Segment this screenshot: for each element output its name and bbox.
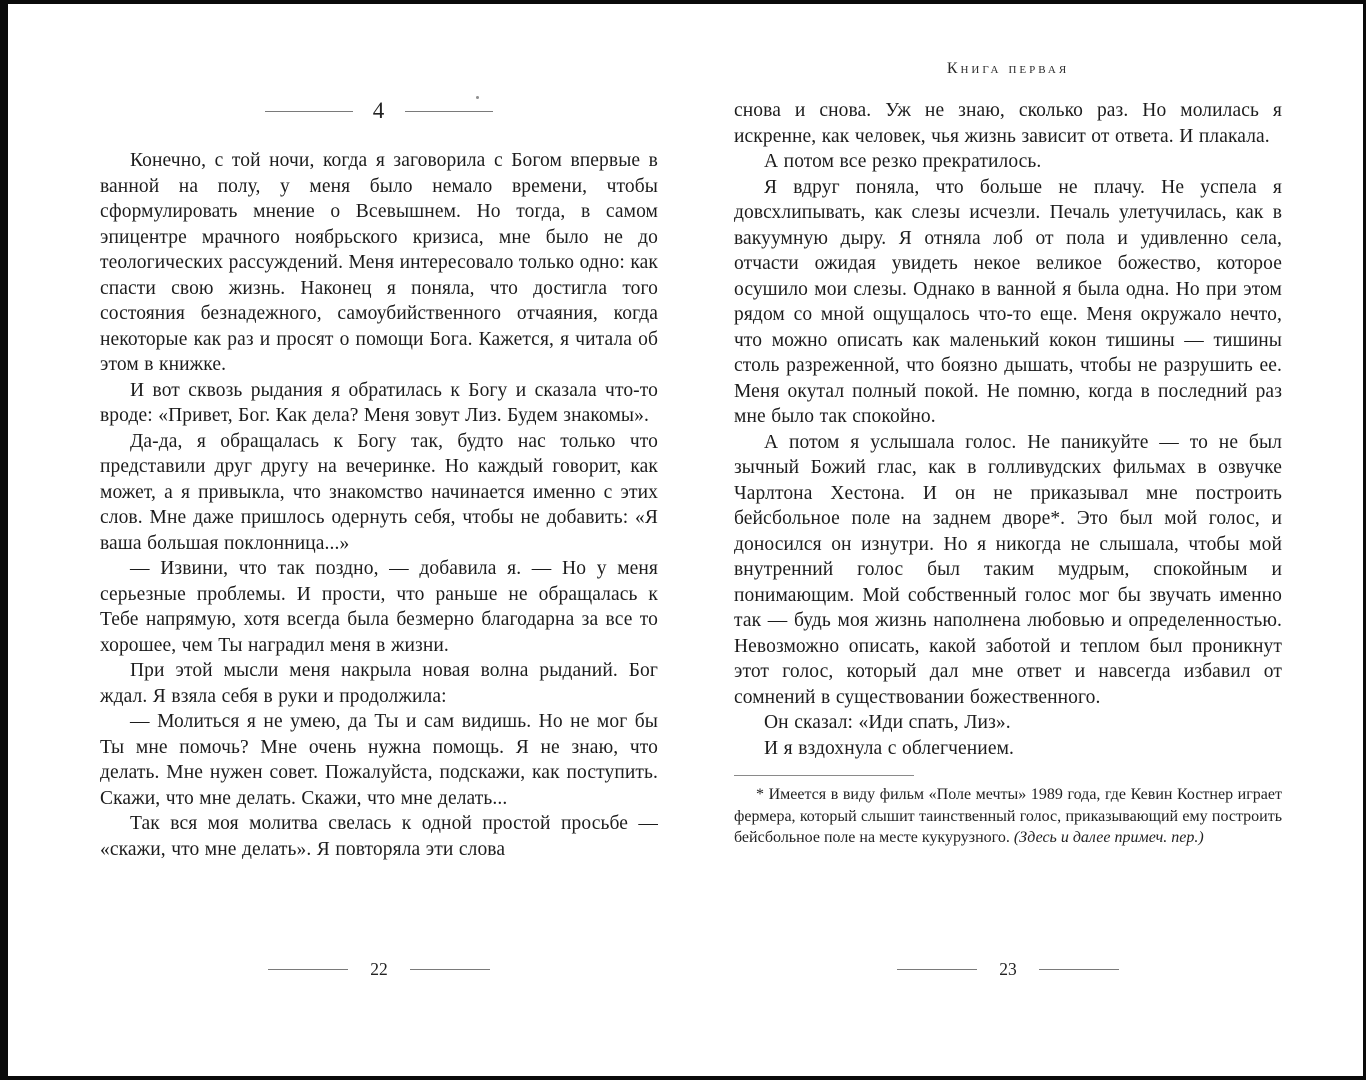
paragraph: А потом все резко прекратилось. <box>764 151 1042 172</box>
paragraph: Так вся моя молитва свелась к одной простой просьбе — «скажи, что мне делать». Я повторяла эти слова <box>100 813 658 860</box>
book-spread <box>8 4 1363 1076</box>
paragraph-continuation: снова и снова. Уж не знаю, сколько раз. Но молилась я искренне, как человек, чья жизнь зависит от ответа. И плакала. <box>734 100 1282 147</box>
paragraph-dialogue: — Молиться я не умею, да Ты и сам видишь. Но не мог бы Ты мне помочь? Мне очень нужна помощь. Я не знаю, что делать. Мне нужен совет. Пожалуйста, подскажи, как поступить. Скажи, что мне делать. Скажи, что мне делать... <box>100 711 658 809</box>
left-page-body <box>100 148 658 862</box>
footnote-text: * Имеется в виду фильм «Поле мечты» 1989 года, где Кевин Костнер играет фермера, который слышит таинственный голос, приказывающий ему построить бейсбольное поле на месте кукурузного. <box>734 786 1282 846</box>
paragraph: Я вдруг поняла, что больше не плачу. Не успела я довсхлипывать, как слезы исчезли. Печаль улетучилась, как в вакуумную дыру. Я отняла лоб от пола и удивленно села, отчасти ожидая увидеть некое великое божество, которое осушило мои слезы. Однако в ванной я была одна. Но при этом рядом со мной ощущалось что-то еще. Меня окружало нечто, что можно описать как маленький кокон тишины — тишины столь разреженной, что боязно дышать, чтобы не разрушить ее. Меня окутал полный покой. Не помню, когда в последний раз мне было так спокойно. <box>734 176 1282 427</box>
right-page <box>734 4 1282 1076</box>
paragraph: А потом я услышала голос. Не паникуйте — то не был зычный Божий глас, как в голливудских фильмах в озвучке Чарлтона Хестона. И он не приказывал мне построить бейсбольное поле на заднем дворе*. Это был мой голос, и доносился он изнутри. Но я никогда не слышала, чтобы мой внутренний голос был таким мудрым, спокойным и понимающим. Мой собственный голос мог бы звучать именно так — будь моя жизнь наполнена любовью и определенностью. Невозможно описать, какой заботой и теплом был проникнут этот голос, который дал мне ответ и навсегда избавил от сомнений в существовании божественного. <box>734 431 1282 708</box>
page-number-rule-left <box>897 969 977 970</box>
running-head: Книга первая <box>946 60 1070 77</box>
chapter-rule-left <box>265 111 353 112</box>
left-page <box>100 4 658 1076</box>
page-number: 22 <box>370 959 388 979</box>
chapter-heading <box>100 98 658 124</box>
paragraph: И вот сквозь рыдания я обратилась к Богу и сказала что-то вроде: «Привет, Бог. Как дела? Меня зовут Лиз. Будем знакомы». <box>100 379 658 426</box>
left-page-footer <box>100 959 658 980</box>
page-number: 23 <box>999 959 1017 979</box>
right-page-footer <box>734 959 1282 980</box>
page-number-rule-left <box>268 969 348 970</box>
chapter-rule-right <box>405 111 493 112</box>
page-number-rule-right <box>410 969 490 970</box>
page-number-rule-right <box>1039 969 1119 970</box>
footnote-separator <box>734 775 914 776</box>
paragraph: Конечно, с той ночи, когда я заговорила с Богом впервые в ванной на полу, у меня было немало времени, чтобы сформулировать мнение о Всевышнем. Но тогда, в самом эпицентре мрачного ноябрьского кризиса, мне было не до теологических рассуждений. Меня интересовало только одно: как спасти свою жизнь. Наконец я поняла, что достигла того состояния безнадежного, самоубийственного отчаяния, когда некоторые как раз и просят о помощи Бога. Кажется, я читала об этом в книжке. <box>100 150 658 375</box>
paragraph: Да-да, я обращалась к Богу так, будто нас только что представили друг другу на вечеринке. Но каждый говорит, как может, а я привыкла, что знакомство начинается именно с этих слов. Мне даже пришлось одернуть себя, чтобы не добавить: «Я ваша большая поклонница...» <box>100 430 658 554</box>
paragraph: При этой мысли меня накрыла новая волна рыданий. Бог ждал. Я взяла себя в руки и продолжила: <box>100 660 658 707</box>
chapter-number: 4 <box>372 98 386 123</box>
footnote-italic-tail: (Здесь и далее примеч. пер.) <box>1013 829 1204 846</box>
footnote <box>734 784 1282 849</box>
right-page-body <box>734 98 1282 849</box>
paragraph: Он сказал: «Иди спать, Лиз». <box>764 712 1011 733</box>
paragraph: И я вздохнула с облегчением. <box>764 737 1014 759</box>
paragraph-dialogue: — Извини, что так поздно, — добавила я. — Но у меня серьезные проблемы. И прости, что раньше не обращалась к Тебе напрямую, хотя всегда была безмерно благодарна за все то хорошее, чем Ты наградил меня в жизни. <box>100 558 658 656</box>
